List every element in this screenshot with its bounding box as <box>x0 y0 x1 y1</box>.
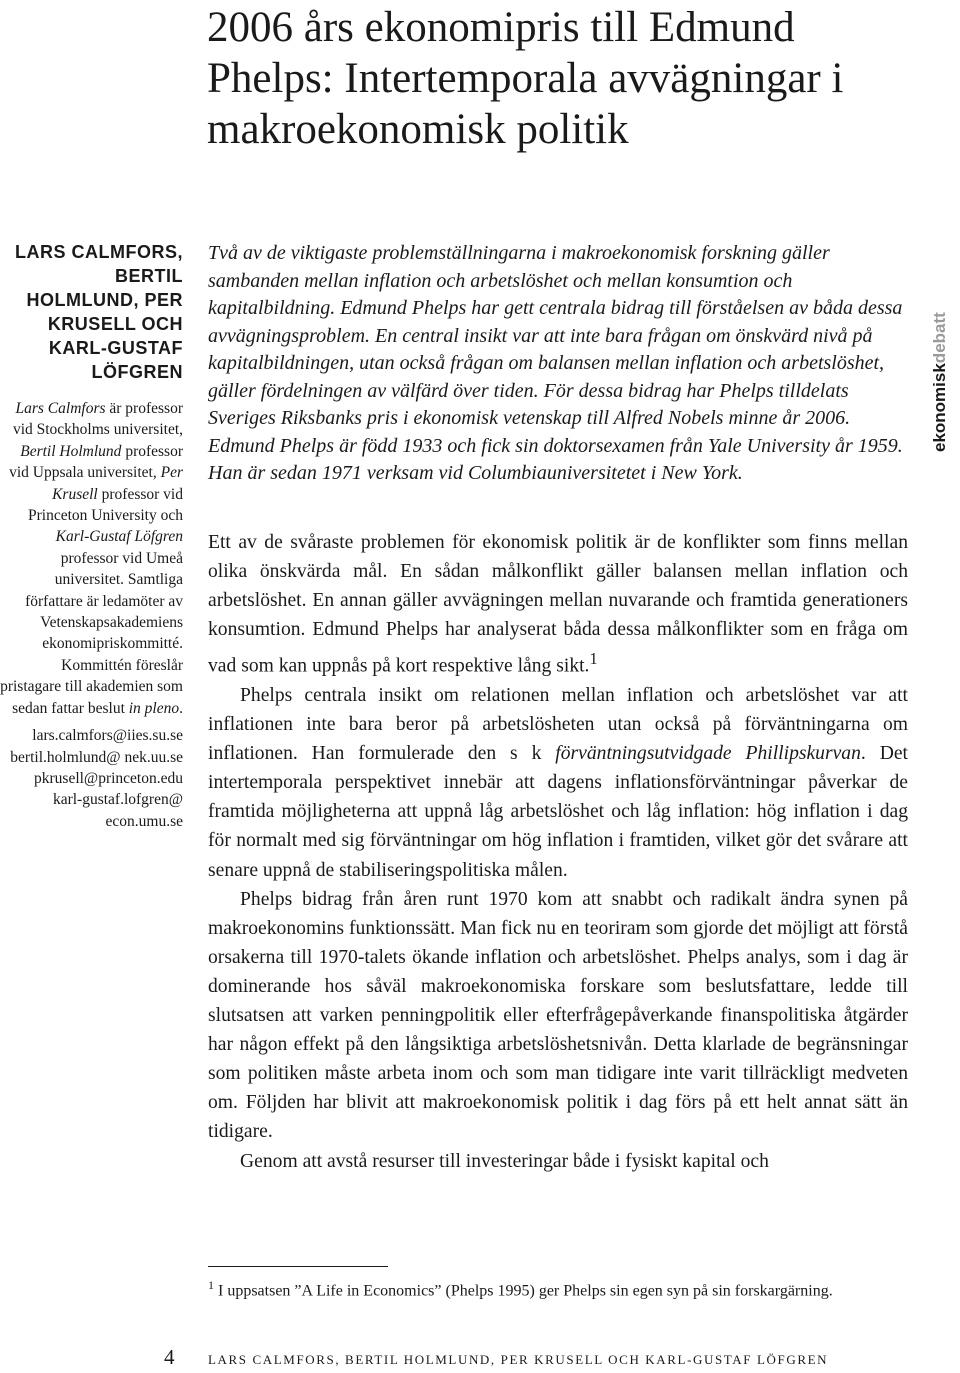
email-link[interactable]: karl-gustaf.lofgren@ econ.umu.se <box>52 791 183 830</box>
body-paragraph-1 <box>208 528 908 681</box>
bio-text-3: professor vid Princeton University och <box>28 485 183 525</box>
footnote-reference[interactable]: 1 <box>589 649 598 669</box>
bio-name-4: Karl-Gustaf Löfgren <box>55 528 183 546</box>
section-tag-part-b: debatt <box>930 312 949 364</box>
body-paragraph-3: Phelps bidrag från åren runt 1970 kom att snabbt och radikalt ändra synen på makroekonomins funktionssätt. Man fick nu en teoriram som gjorde det möjligt att förstå orsakerna till 1970-talets ökande inflation och arbetslöshet. Phelps analys, som i dag är dominerande hos såväl makroekonomiska forskare som beslutsfattare, ledde till slutsatsen att varken penningpolitik eller efterfrågepåverkande finanspolitiska åtgärder har någon effekt på den långsiktiga arbetslöshetsnivån. Detta klarlade de begränsningar som politiken måste arbeta inom och som man tidigare inte varit tillräckligt medveten om. Följden har blivit att makroekonomisk politik i dag förs på ett helt annat sätt än tidigare. <box>208 888 908 1143</box>
lead-paragraph: Två av de viktigaste problemställningarna i makroekonomisk forskning gäller sambanden mellan inflation och arbetslöshet och mellan konsumtion och kapitalbildning. Edmund Phelps har gett centrala bidrag till förståelsen av båda dessa avvägningsproblem. En central insikt var att inte bara frågan om önskvärd nivå på kapitalbildningen, utan också frågan om balansen mellan inflation och arbetslöshet, gäller fördelningen av välfärd över tiden. För dessa bidrag har Phelps tilldelats Sveriges Riksbanks pris i ekonomisk vetenskap till Alfred Nobels minne år 2006. Edmund Phelps är född 1933 och fick sin doktorsexamen från Yale University år 1959. Han är sedan 1971 verksam vid Columbiauniversitetet i New York. <box>208 242 903 484</box>
article-body <box>208 528 908 1176</box>
bio-in-pleno: in pleno <box>128 699 180 717</box>
bio-text-4: professor vid Umeå universitet. Samtliga författare är ledamöter av Vetenskapsakademiens ekonomipriskommitté. Kommittén föreslår pristagare till akademien som sedan fattar beslut <box>0 549 183 717</box>
section-tag-part-a: ekonomisk <box>930 363 949 452</box>
running-head: LARS CALMFORS, BERTIL HOLMLUND, PER KRUSELL OCH KARL-GUSTAF LÖFGREN <box>208 1352 829 1367</box>
footnote-text: I uppsatsen ”A Life in Economics” (Phelps 1995) ger Phelps sin egen syn på sin forskargärning. <box>214 1282 833 1300</box>
email-link[interactable]: lars.calmfors@iies.su.se <box>32 727 183 745</box>
bio-name-2: Bertil Holmlund <box>20 442 122 460</box>
bio-text-1: är professor vid Stockholms universitet, <box>12 400 183 439</box>
email-link[interactable]: bertil.holmlund@ nek.uu.se <box>10 748 183 766</box>
body-paragraph-2-term: förväntningsutvidgade Phillipskurvan <box>555 743 861 765</box>
page-number: 4 <box>164 1345 175 1369</box>
section-tag <box>924 220 954 460</box>
body-paragraph-4: Genom att avstå resurser till investeringar både i fysiskt kapital och <box>240 1150 769 1172</box>
author-names: LARS CALMFORS, BERTIL HOLMLUND, PER KRUSELL OCH KARL-GUSTAF LÖFGREN <box>15 242 183 382</box>
bio-name-3: Per Krusell <box>52 464 183 503</box>
footnote-marker: 1 <box>208 1278 214 1292</box>
bio-name-1: Lars Calmfors <box>15 400 106 417</box>
footnote-divider <box>208 1266 388 1267</box>
bio-text-2: professor vid Uppsala universitet, <box>9 442 183 482</box>
body-paragraph-2-text-b: . Det intertemporala perspektivet innebär att dagens inflationsförväntningar påverkar de framtida möjligheterna att uppnå låg arbetslöshet och låg inflation: hög inflation i dag för normalt med sig förväntningar om hög inflation i framtiden, vilket gör det svårare att senare uppnå de stabiliseringspolitiska målen. <box>208 743 908 881</box>
article-title: 2006 års ekonomipris till Edmund Phelps: Intertemporala avvägningar i makroekonomisk politik <box>207 4 844 153</box>
author-bio <box>0 398 183 719</box>
body-paragraph-2-text-a: Phelps centrala insikt om relationen mellan inflation och arbetslöshet var att inflationen inte bara beror på arbetslösheten utan också på förväntningarna om inflationen. Han formulerade den s k <box>208 685 908 765</box>
bio-text-5: . <box>179 699 183 717</box>
author-sidebar <box>0 240 183 832</box>
body-paragraph-1-text: Ett av de svåraste problemen för ekonomisk politik är de konflikter som finns mellan olika önskvärda mål. En sådan målkonflikt gäller balansen mellan inflation och arbetslöshet. En annan gäller avvägningen mellan nuvarande och framtida generationers konsumtion. Edmund Phelps har analyserat båda dessa målkonflikter som en fråga om vad som kan uppnås på kort respektive lång sikt. <box>208 532 908 677</box>
email-link[interactable]: pkrusell@princeton.edu <box>34 769 183 787</box>
body-paragraph-2 <box>208 681 908 885</box>
footnote <box>208 1274 908 1302</box>
